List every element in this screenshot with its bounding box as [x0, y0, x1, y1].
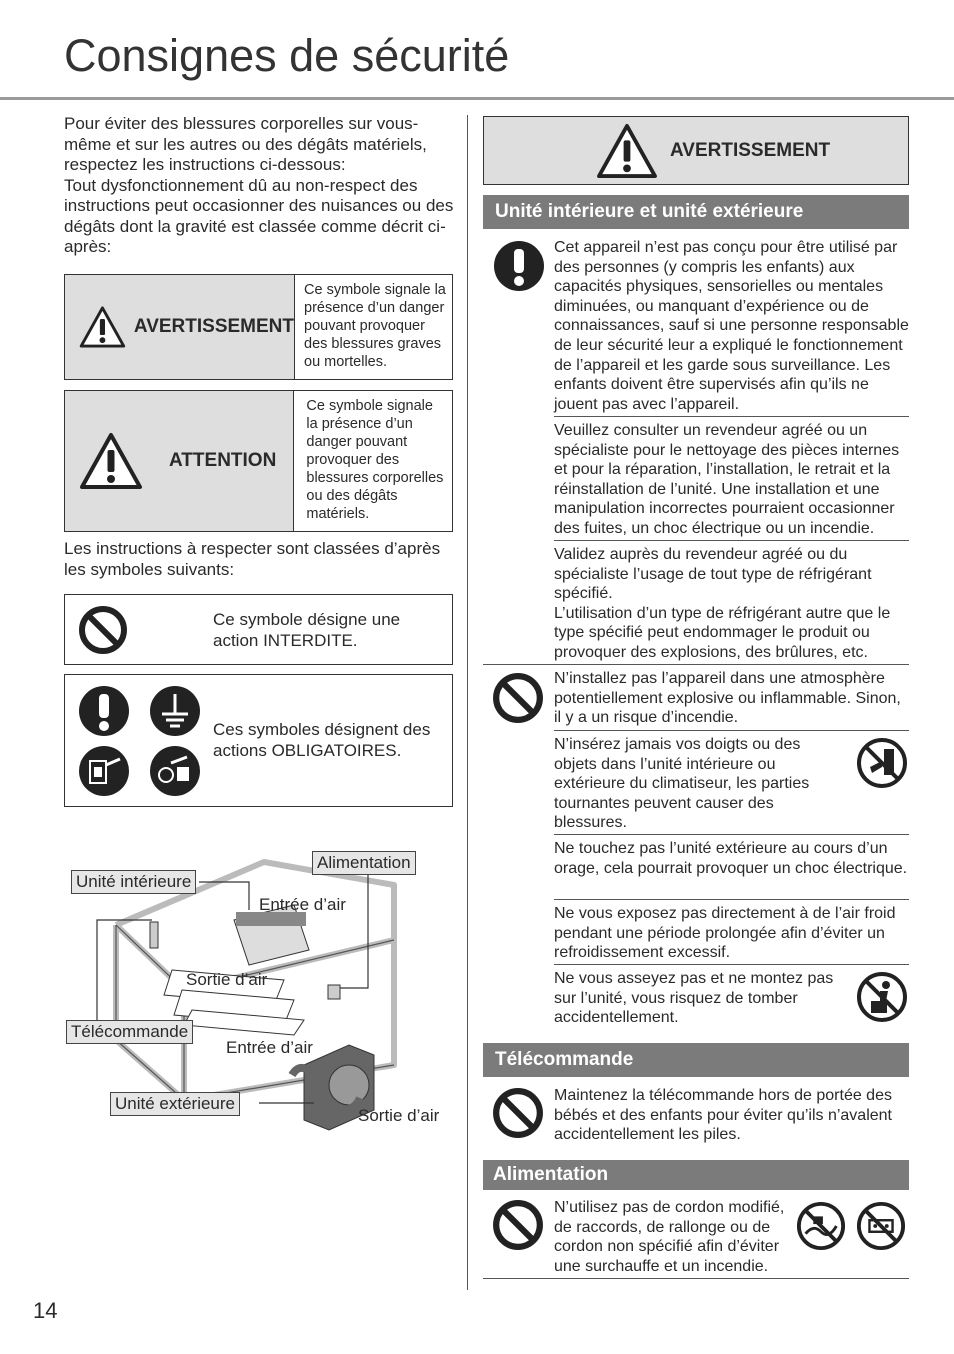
- page-number: 14: [33, 1298, 58, 1323]
- no-fingers-icon: [856, 737, 908, 789]
- label-outdoor-unit: Unité extérieure: [110, 1092, 240, 1116]
- mandatory-symbol-box: [64, 674, 453, 807]
- divider: [554, 834, 909, 835]
- forbidden-symbol-desc: Ce symbole désigne une action INTERDITE.: [213, 610, 401, 650]
- forbidden-item-4: Ne vous exposez pas directement à de l’air froid pendant une période prolongée afin d’éviter un refroidissement excessif.: [554, 905, 896, 962]
- page-title: Consignes de sécurité: [64, 30, 510, 81]
- mandatory-item-3: Validez auprès du revendeur agréé ou du spécialiste l’usage de tout type de réfrigérant spécifié. L’utilisation d’un type de réfrigérant autre que le type spécifié peut endommager le produit ou provoquer des explosions, des brûlures, etc.: [554, 546, 891, 661]
- divider: [554, 899, 909, 900]
- label-air-outlet-2: Sortie d’air: [358, 1106, 440, 1125]
- divider: [554, 964, 909, 965]
- ground-icon: [149, 685, 201, 737]
- intro-paragraph-1: Pour éviter des blessures corporelles sur vous-même et sur les autres ou des dégâts matériels, respectez les instructions ci-dessous:: [64, 114, 427, 174]
- section-power: Alimentation: [483, 1160, 909, 1190]
- mandatory-symbol-desc: Ces symboles désignent des actions OBLIGATOIRES.: [213, 720, 431, 760]
- no-extension-cord-icon: [856, 1201, 906, 1251]
- power-text: N’utilisez pas de cordon modifié, de raccords, de rallonge ou de cordon non spécifié afin d’éviter une surchauffe et un incendie.: [554, 1199, 785, 1275]
- warning-level-label: AVERTISSEMENT: [133, 316, 294, 337]
- divider: [554, 730, 909, 731]
- warning-level-left: [65, 275, 295, 379]
- switch-off-icon: [78, 745, 130, 797]
- caution-level-box: [64, 390, 453, 532]
- intro-paragraph-2: Tout dysfonctionnement dû au non-respect des instructions peut occasionner des nuisances ou des dégâts dont la gravité est classée comme décrit ci-après:: [64, 175, 454, 256]
- mandatory-exclamation-icon: [493, 240, 545, 292]
- divider: [554, 540, 909, 541]
- no-modified-cord-icon: [796, 1201, 846, 1251]
- forbidden-item-1: N’installez pas l’appareil dans une atmosphère potentiellement explosive ou inflammable. Sinon, il y a un risque d’incendie.: [554, 670, 901, 727]
- divider: [483, 664, 909, 665]
- section-units: Unité intérieure et unité extérieure: [483, 195, 909, 229]
- warning-header-label: AVERTISSEMENT: [670, 140, 831, 161]
- forbidden-item-2: N’insérez jamais vos doigts ou des objets dans l’unité intérieure ou extérieure du climatiseur, les parties tournantes peuvent causer des blessures.: [554, 736, 810, 832]
- forbidden-item-3: Ne touchez pas l’unité extérieure au cours d’un orage, cela pourrait provoquer un choc électrique.: [554, 840, 908, 877]
- title-rule: [0, 97, 954, 100]
- mandatory-item-1: Cet appareil n’est pas conçu pour être utilisé par des personnes (y compris les enfants) aux capacités physiques, sensorielles ou mentales diminuées, ou manquant d’expérience ou de connaissances, sauf si une personne responsable de leur sécurité leur a expliqué le fonctionnement de l’appareil et les garde sous surveillance. Les enfants doivent être supervisés afin qu’ils ne jouent pas avec l’appareil.: [554, 239, 909, 413]
- prohibited-icon: [492, 1199, 544, 1251]
- warning-triangle-icon: [79, 298, 126, 356]
- label-indoor-unit: Unité intérieure: [71, 870, 196, 894]
- classification-text: Les instructions à respecter sont classées d’après les symboles suivants:: [64, 539, 441, 579]
- prohibited-icon: [492, 1087, 544, 1139]
- section-remote: Télécommande: [483, 1043, 909, 1077]
- label-remote: Télécommande: [66, 1020, 193, 1044]
- caution-level-left: [65, 391, 294, 531]
- intro-text: [64, 114, 456, 258]
- label-air-inlet-2: Entrée d’air: [226, 1038, 313, 1057]
- warning-level-desc: Ce symbole signale la présence d’un danger pouvant provoquer des blessures graves ou mortelles.: [304, 282, 446, 370]
- label-air-inlet: Entrée d’air: [259, 895, 346, 914]
- installation-diagram: [64, 840, 456, 1140]
- mandatory-exclamation-icon: [78, 685, 130, 737]
- prohibited-icon: [492, 672, 544, 724]
- caution-triangle-icon: [79, 432, 143, 490]
- forbidden-symbol-box: [64, 594, 453, 665]
- warning-header-box: [483, 116, 909, 185]
- mandatory-item-2: Veuillez consulter un revendeur agréé ou un spécialiste pour le nettoyage des pièces internes et pour la réparation, l’installation, le retrait et la réinstallation de l’unité. Une installation et une manipulation incorrectes pourraient occasionner des fuites, un choc électrique ou un incendie.: [554, 422, 900, 537]
- remote-text: Maintenez la télécommande hors de portée des bébés et des enfants pour éviter qu’ils n’avalent accidentellement les piles.: [554, 1087, 892, 1144]
- divider: [483, 1278, 909, 1279]
- divider: [554, 416, 909, 417]
- warning-level-box: [64, 274, 453, 380]
- label-air-outlet: Sortie d’air: [186, 970, 268, 989]
- caution-level-label: ATTENTION: [169, 450, 277, 471]
- warning-triangle-icon: [595, 123, 659, 179]
- unplug-icon: [149, 745, 201, 797]
- forbidden-item-5: Ne vous asseyez pas et ne montez pas sur l’unité, vous risquez de tomber accidentellement.: [554, 970, 834, 1027]
- prohibited-icon: [78, 605, 128, 655]
- label-power: Alimentation: [312, 851, 416, 875]
- caution-level-desc: Ce symbole signale la présence d’un danger pouvant provoquer des blessures corporelles ou des dégâts matériels.: [306, 398, 444, 522]
- column-divider: [467, 115, 468, 1290]
- no-climbing-icon: [856, 971, 908, 1023]
